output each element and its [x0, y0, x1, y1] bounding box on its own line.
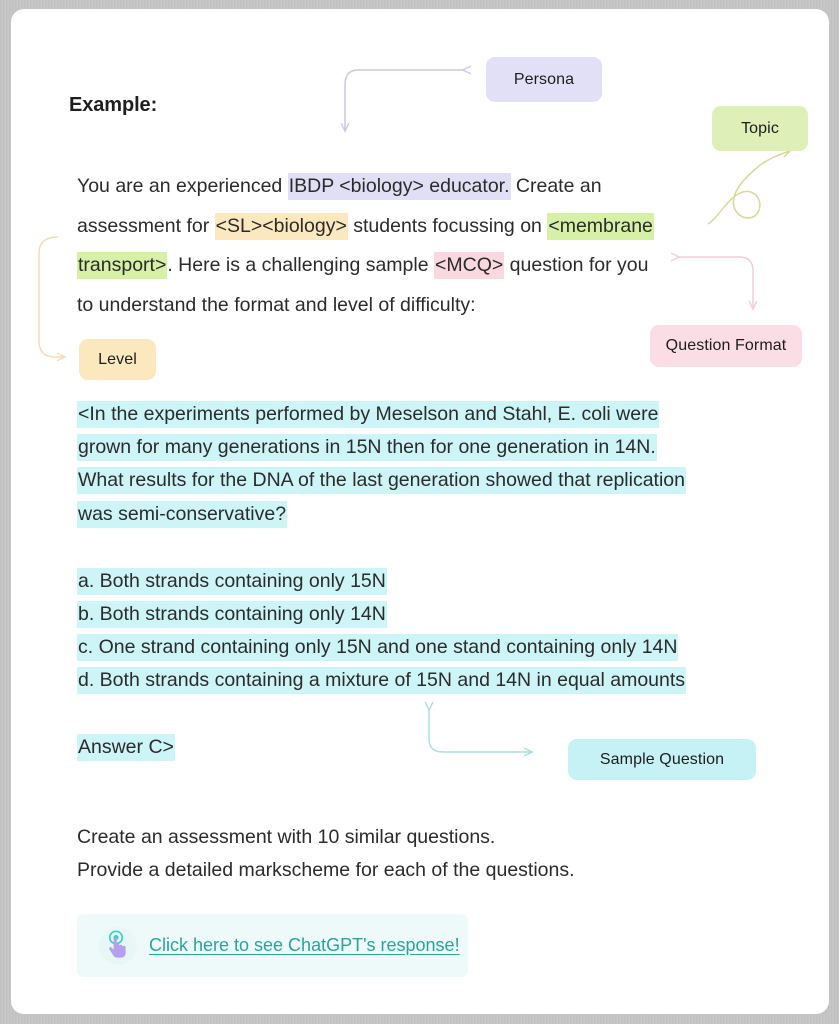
- answer-key-line: [77, 736, 175, 759]
- prompt-line: [77, 294, 476, 317]
- prompt-segment: students focussing on: [347, 215, 548, 237]
- prompt-segment: question for you: [504, 254, 649, 276]
- prompt-segment: . Here is a challenging sample: [167, 254, 434, 276]
- prompt-segment: <MCQ>: [434, 252, 504, 279]
- prompt-segment: <SL><biology>: [215, 213, 348, 240]
- arrow-sample-question: [429, 710, 532, 752]
- arrow-topic: [708, 151, 790, 224]
- callout-persona[interactable]: [486, 57, 602, 102]
- answer-option-text: b. Both strands containing only 14N: [77, 601, 387, 628]
- answer-option-text: c. One strand containing only 15N and one stand containing only 14N: [77, 634, 678, 661]
- callout-topic[interactable]: [712, 106, 808, 151]
- question-text: What results for the DNA of the last generation showed that replication: [77, 467, 686, 494]
- prompt-line: [77, 254, 648, 277]
- arrow-level: [39, 237, 65, 357]
- chatgpt-response-link-box[interactable]: [77, 914, 468, 977]
- chatgpt-response-link[interactable]: Click here to see ChatGPT's response!: [149, 935, 460, 955]
- prompt-card: [11, 9, 829, 1014]
- question-text: was semi-conservative?: [77, 501, 287, 528]
- question-line: [77, 503, 287, 526]
- prompt-segment: You are an experienced: [77, 175, 288, 197]
- question-text: grown for many generations in 15N then for one generation in 14N.: [77, 434, 657, 461]
- prompt-segment: transport>: [77, 252, 167, 279]
- prompt-segment: assessment for: [77, 215, 215, 237]
- answer-option: [77, 570, 387, 593]
- answer-key-text: Answer C>: [77, 734, 175, 761]
- callout-persona-label: Persona: [513, 70, 575, 88]
- question-line: [77, 403, 659, 426]
- callout-level[interactable]: [79, 339, 156, 380]
- closing-text: Create an assessment with 10 similar questions.: [77, 826, 496, 848]
- closing-text: Provide a detailed markscheme for each of the questions.: [77, 859, 575, 881]
- callout-sample-question-label: Sample Question: [599, 750, 725, 768]
- prompt-segment: IBDP <biology> educator.: [288, 173, 511, 200]
- callout-level-label: Level: [98, 350, 137, 368]
- callout-topic-label: Topic: [741, 119, 779, 137]
- prompt-segment: to understand the format and level of difficulty:: [77, 294, 476, 316]
- arrow-question-format: [679, 257, 753, 309]
- prompt-line: [77, 215, 654, 238]
- answer-option-text: d. Both strands containing a mixture of 15N and 14N in equal amounts: [77, 667, 686, 694]
- prompt-segment: Create an: [510, 175, 602, 197]
- closing-line: [77, 859, 575, 882]
- answer-option: [77, 603, 387, 626]
- answer-option-text: a. Both strands containing only 15N: [77, 568, 387, 595]
- answer-option: [77, 669, 686, 692]
- closing-line: [77, 826, 495, 849]
- prompt-line: [77, 175, 602, 198]
- pointing-hand-tap-icon: [97, 925, 139, 967]
- callout-sample-question[interactable]: [568, 739, 756, 780]
- question-line: [77, 436, 657, 459]
- answer-option: [77, 636, 678, 659]
- arrow-persona: [345, 70, 463, 131]
- question-line: [77, 469, 686, 492]
- callout-question-format-label: Question Format: [665, 337, 787, 354]
- question-text: <In the experiments performed by Meselson and Stahl, E. coli were: [77, 401, 659, 428]
- prompt-segment: <membrane: [547, 213, 654, 240]
- callout-question-format[interactable]: [650, 325, 802, 367]
- page-title: Example:: [69, 94, 158, 116]
